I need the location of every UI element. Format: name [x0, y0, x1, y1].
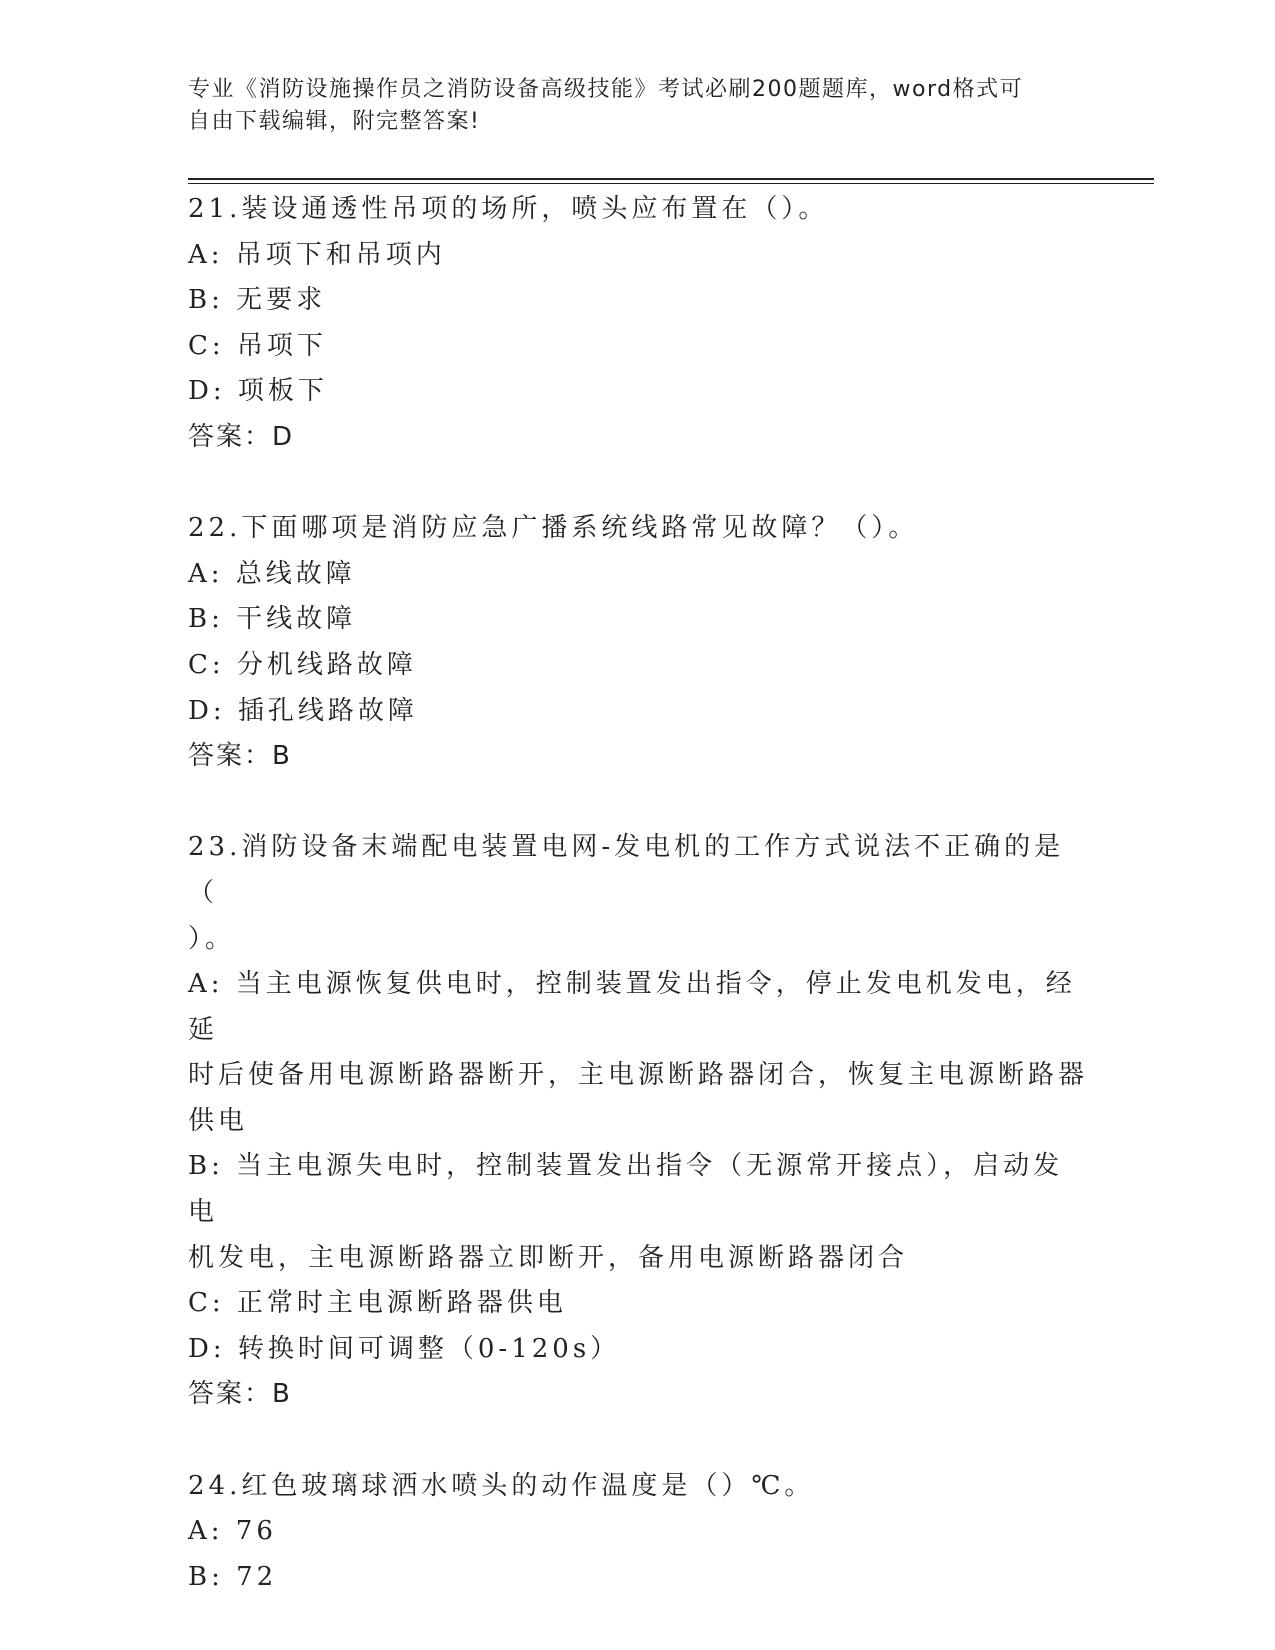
header-divider-thin: [188, 183, 1154, 184]
header-line-2: 自由下载编辑，附完整答案!: [188, 109, 481, 134]
answer-option: 机发电，主电源断路器立即断开，备用电源断路器闭合: [188, 1242, 909, 1273]
header-divider-thick: [188, 178, 1154, 180]
answer-option: A: 总线故障: [188, 558, 356, 589]
question-stem: 23.消防设备末端配电装置电网-发电机的工作方式说法不正确的是（: [188, 832, 1065, 908]
answer-key: 答案：D: [188, 421, 295, 452]
answer-option: D: 转换时间可调整（0-120s）: [188, 1333, 621, 1364]
answer-option: B: 干线故障: [188, 604, 357, 635]
answer-option: A: 当主电源恢复供电时，控制装置发出指令，停止发电机发电，经延: [188, 969, 1076, 1045]
answer-option: B: 72: [188, 1561, 278, 1592]
question-block: [188, 825, 1088, 1418]
answer-option: A: 76: [188, 1516, 277, 1547]
answer-key: 答案：B: [188, 741, 292, 772]
question-stem: ）。: [188, 923, 236, 954]
answer-option: C: 吊项下: [188, 330, 327, 361]
question-block: [188, 506, 1088, 780]
answer-option: B: 当主电源失电时，控制装置发出指令（无源常开接点），启动发电: [188, 1151, 1064, 1228]
answer-key: 答案：B: [188, 1379, 292, 1410]
question-list: [188, 187, 1088, 1600]
answer-option: 时后使备用电源断路器断开，主电源断路器闭合，恢复主电源断路器: [188, 1060, 1089, 1091]
answer-option: 供电: [188, 1105, 249, 1136]
question-block: [188, 1464, 1088, 1601]
document-header: [188, 74, 1068, 138]
answer-option: D: 插孔线路故障: [188, 695, 418, 726]
question-block: [188, 187, 1088, 461]
question-stem: 24.红色玻璃球洒水喷头的动作温度是（）℃。: [188, 1470, 815, 1501]
answer-option: C: 分机线路故障: [188, 649, 417, 680]
header-line-1: 专业《消防设施操作员之消防设备高级技能》考试必刷200题题库，word格式可: [188, 77, 1024, 102]
answer-option: D: 项板下: [188, 376, 328, 407]
answer-option: A: 吊项下和吊项内: [188, 239, 446, 270]
question-stem: 22.下面哪项是消防应急广播系统线路常见故障？（）。: [188, 513, 919, 544]
question-stem: 21.装设通透性吊项的场所，喷头应布置在（）。: [188, 194, 829, 224]
answer-option: C: 正常时主电源断路器供电: [188, 1288, 567, 1319]
answer-option: B: 无要求: [188, 285, 327, 316]
